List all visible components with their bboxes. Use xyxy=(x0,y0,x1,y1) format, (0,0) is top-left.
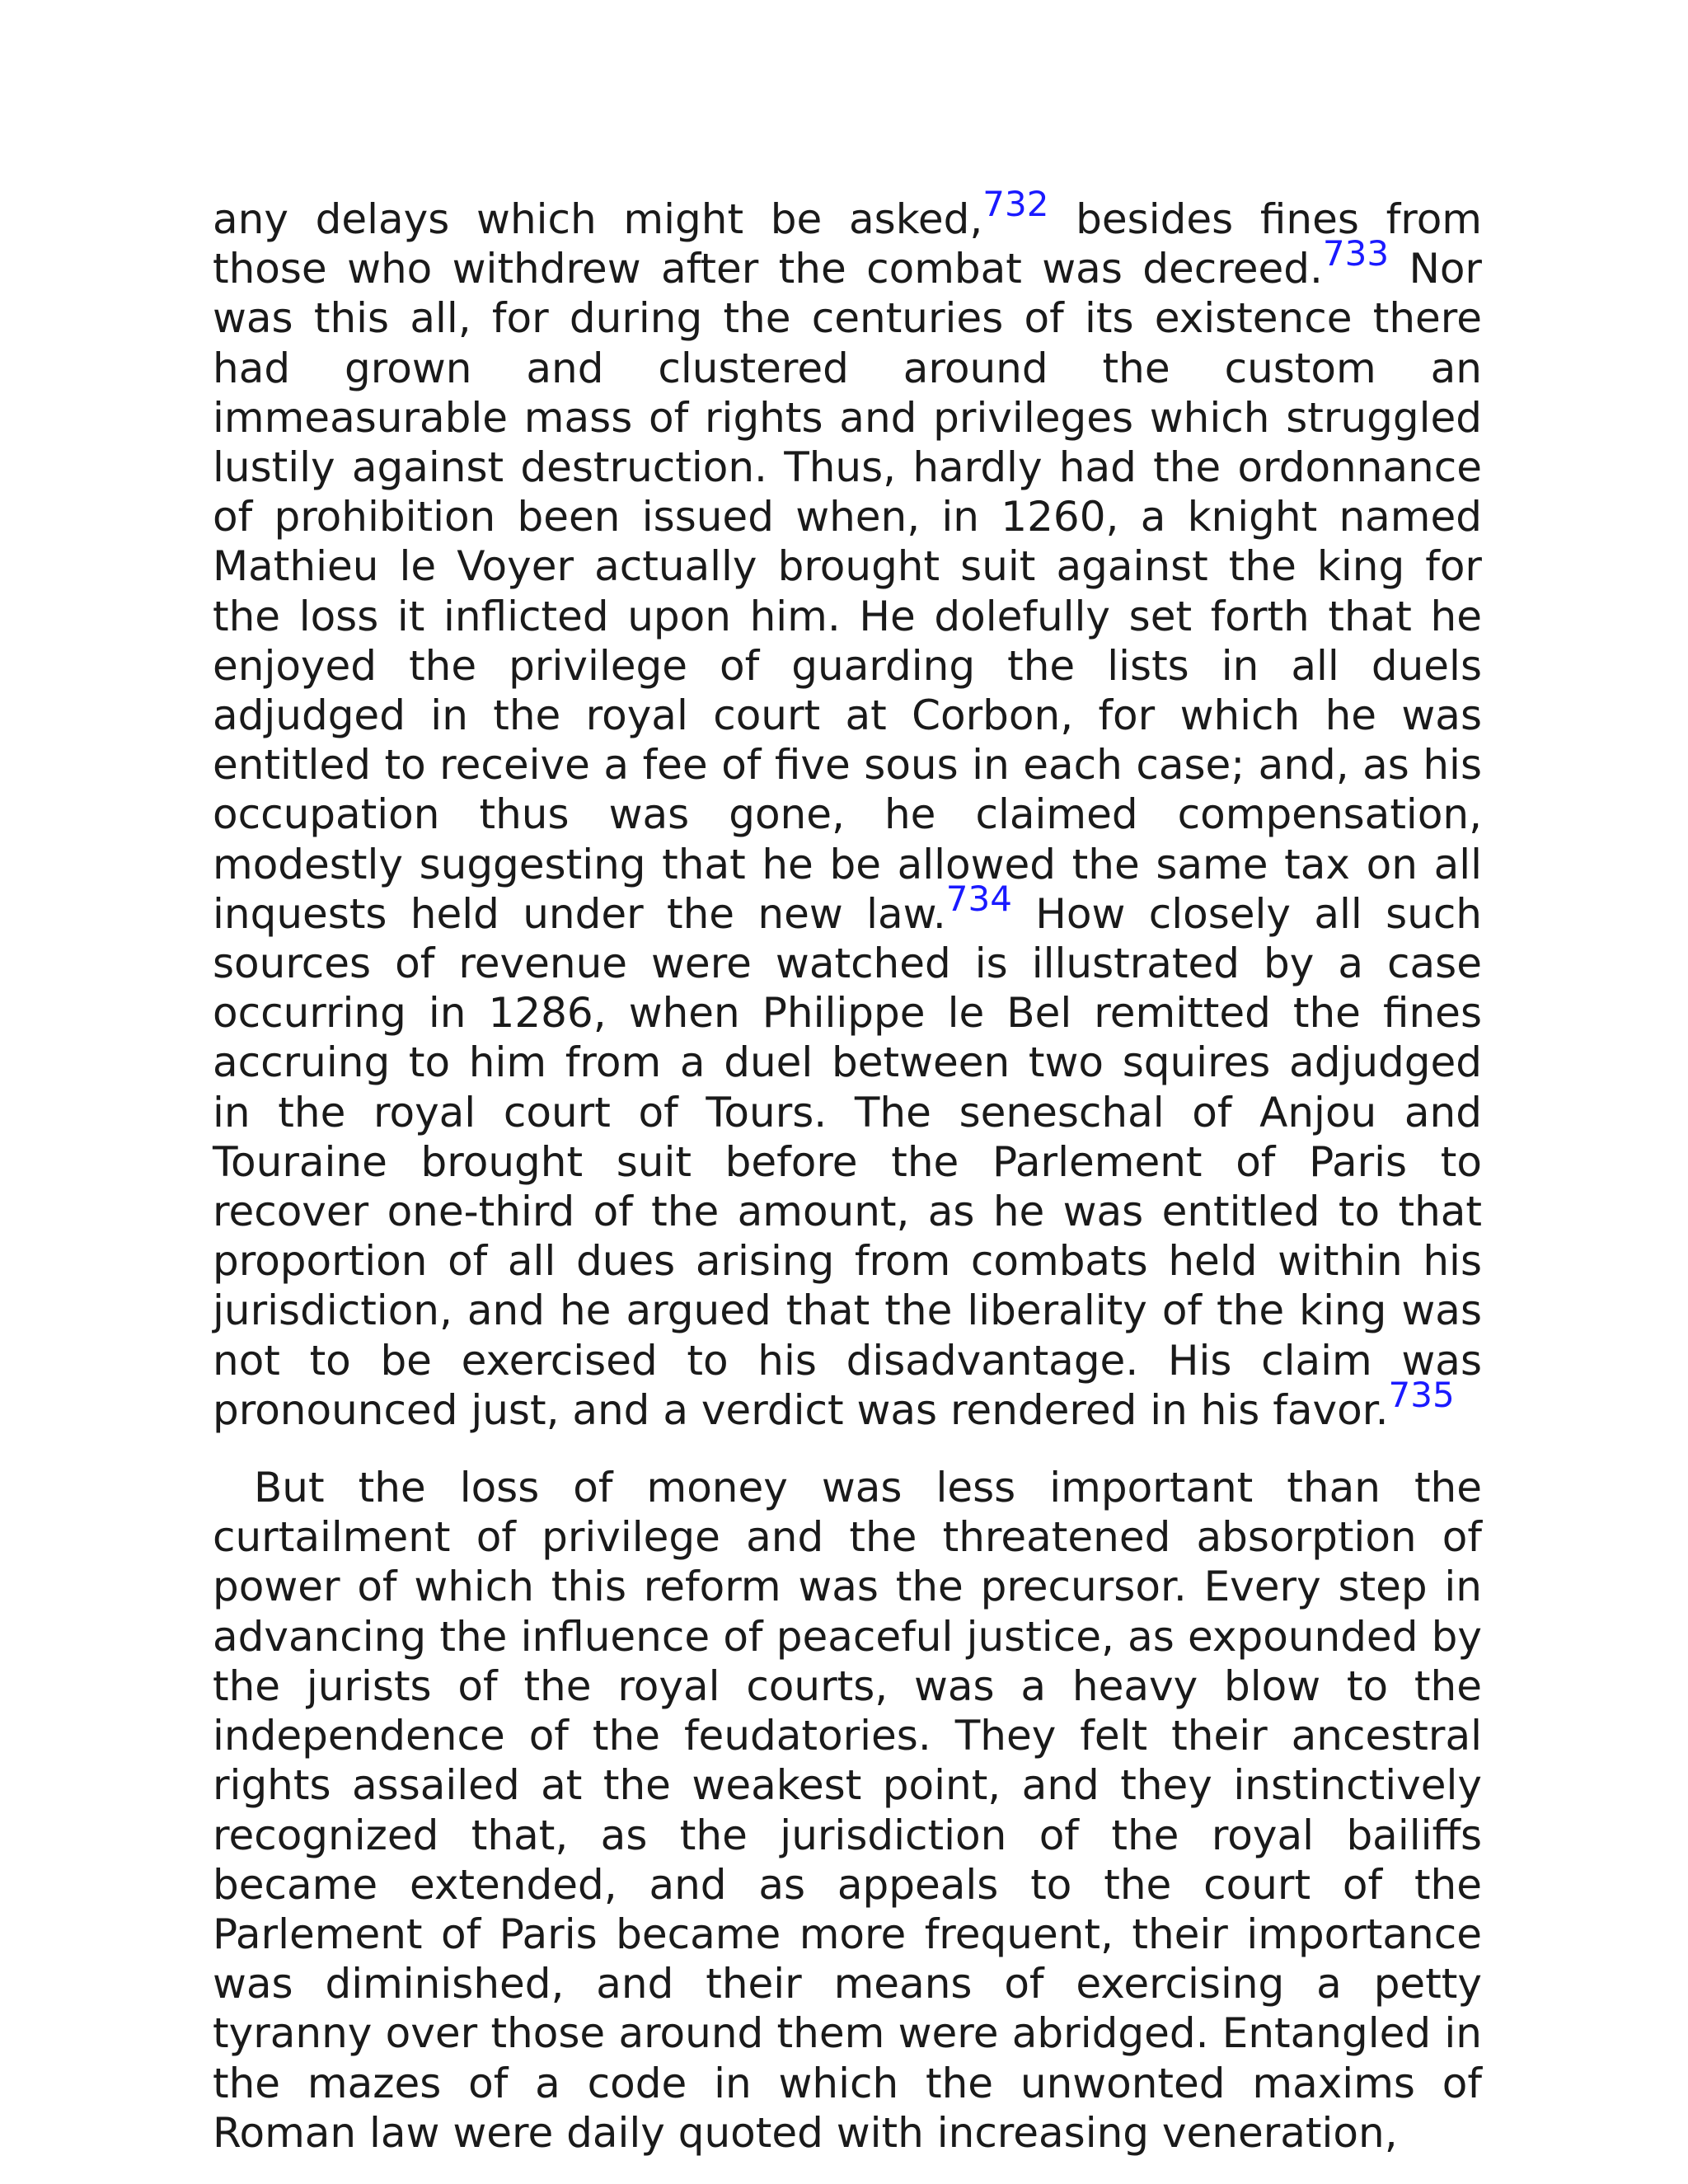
paragraph-2 xyxy=(213,1463,1482,2158)
paragraph-text: But the loss of money was less important than the curtailment of privilege and the threatened absorption of power of which this reform was the precursor. Every step in advancing the influence of peaceful justice, as expounded by the jurists of the royal courts, was a heavy blow to the independence of the feudatories. They felt their ancestral rights assailed at the weakest point, and they instinctively recognized that, as the jurisdiction of the royal bailiffs became extended, and as appeals to the court of the Parlement of Paris became more frequent, their importance was diminished, and their means of exercising a petty tyranny over those around them were abridged. Entangled in the mazes of a code in which the unwonted maxims of Roman law were daily quoted with increasing veneration, xyxy=(213,1464,1482,2157)
paragraph-text: Nor was this all, for during the centuries of its existence there had grown and clustered around the custom an immeasurable mass of rights and privileges which struggled lustily against destruction. Thus, hardly had the ordonnance of prohibition been issued when, in 1260, a knight named Mathieu le Voyer actually brought suit against the king for the loss it inflicted upon him. He dolefully set forth that he enjoyed the privilege of guarding the lists in all duels adjudged in the royal court at Corbon, for which he was entitled to receive a fee of five sous in each case; and, as his occupation thus was gone, he claimed compensation, modestly suggesting that he be allowed the same tax on all inquests held under the new law. xyxy=(213,245,1482,938)
paragraph-text: besides fines from those who withdrew after the combat was decreed. xyxy=(213,195,1482,293)
paragraph-text: How closely all such sources of revenue were watched is illustrated by a case occurring in 1286, when Philippe le Bel remitted the fines accruing to him from a duel between two squires adjudged in the royal court of Tours. The seneschal of Anjou and Touraine brought suit before the Parlement of Paris to recover one-third of the amount, as he was entitled to that proportion of all dues arising from combats held within his jurisdiction, and he argued that the liberality of the king was not to be exercised to his disadvantage. His claim was pronounced just, and a verdict was rendered in his favor. xyxy=(213,889,1482,1434)
footnote-link-734[interactable]: 734 xyxy=(945,878,1012,919)
footnote-link-732[interactable]: 732 xyxy=(982,184,1049,224)
page-body xyxy=(213,184,1482,2158)
footnote-link-733[interactable]: 733 xyxy=(1322,233,1390,274)
footnote-link-735[interactable]: 735 xyxy=(1388,1374,1455,1415)
paragraph-text: any delays which might be asked, xyxy=(213,195,983,243)
paragraph-1 xyxy=(213,184,1482,1435)
